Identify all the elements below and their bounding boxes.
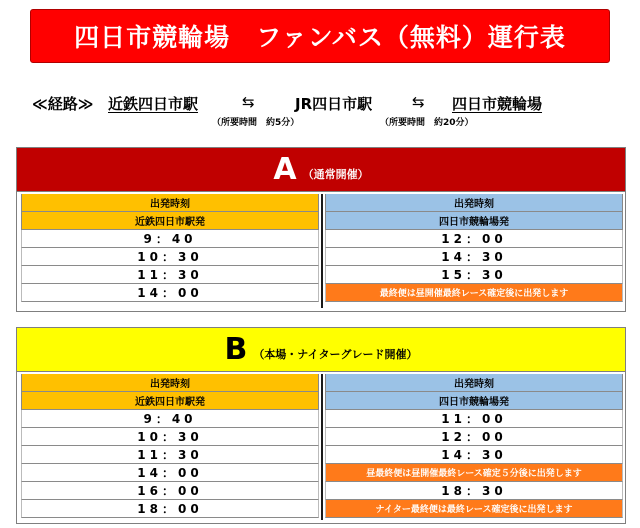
night-final-bus-note: ナイター最終便は最終レース確定後に出発します	[325, 500, 623, 518]
travel-time-note-1: （所要時間 約5分）	[212, 118, 300, 128]
section-b-header	[17, 328, 625, 372]
route-label: ≪経路≫	[32, 95, 94, 113]
departure-time: 14：30	[325, 446, 623, 464]
departure-time: 12：00	[325, 230, 623, 248]
column-station: 近鉄四日市駅発	[21, 212, 319, 230]
section-b-departures-kintetsu	[21, 374, 319, 518]
route-stop-kintetsu: 近鉄四日市駅	[108, 95, 199, 113]
route-info	[0, 88, 640, 128]
departure-time: 10：30	[21, 428, 319, 446]
page-title: 四日市競輪場 ファンバス（無料）運行表	[30, 9, 610, 63]
section-b-departures-velodrome	[325, 374, 623, 518]
departure-time: 14：30	[325, 248, 623, 266]
route-stop-jr: JR四日市駅	[295, 95, 373, 113]
schedule-section-b	[16, 327, 626, 524]
section-a-subtitle: （通常開催）	[302, 167, 369, 181]
departure-time: 18：30	[325, 482, 623, 500]
departure-time: 18：00	[21, 500, 319, 518]
column-station: 近鉄四日市駅発	[21, 392, 319, 410]
travel-time-note-2: （所要時間 約20分）	[380, 118, 474, 128]
departure-time: 11：30	[21, 266, 319, 284]
column-header: 出発時刻	[21, 374, 319, 392]
section-a-letter: A	[273, 151, 297, 187]
departure-time: 11：00	[325, 410, 623, 428]
column-divider	[321, 194, 323, 308]
departure-time: 12：00	[325, 428, 623, 446]
section-a-departures-kintetsu	[21, 194, 319, 302]
departure-time: 14：00	[21, 464, 319, 482]
departure-time: 11：30	[21, 446, 319, 464]
departure-time: 15：30	[325, 266, 623, 284]
two-way-arrow-icon: ⇆	[412, 93, 425, 111]
column-header: 出発時刻	[325, 194, 623, 212]
day-final-bus-note: 昼最終便は昼開催最終レース確定５分後に出発します	[325, 464, 623, 482]
departure-time: 10：30	[21, 248, 319, 266]
column-header: 出発時刻	[21, 194, 319, 212]
departure-time: 9：40	[21, 410, 319, 428]
column-header: 出発時刻	[325, 374, 623, 392]
schedule-section-a	[16, 147, 626, 312]
column-divider	[321, 374, 323, 520]
column-station: 四日市競輪場発	[325, 212, 623, 230]
column-station: 四日市競輪場発	[325, 392, 623, 410]
section-a-departures-velodrome	[325, 194, 623, 302]
section-a-header	[17, 148, 625, 192]
section-b-subtitle: （本場・ナイターグレード開催）	[253, 347, 418, 361]
final-bus-note: 最終便は昼開催最終レース確定後に出発します	[325, 284, 623, 302]
route-stop-velodrome: 四日市競輪場	[452, 95, 543, 113]
departure-time: 9：40	[21, 230, 319, 248]
section-b-letter: B	[224, 331, 248, 367]
departure-time: 16：00	[21, 482, 319, 500]
departure-time: 14：00	[21, 284, 319, 302]
two-way-arrow-icon: ⇆	[242, 93, 255, 111]
